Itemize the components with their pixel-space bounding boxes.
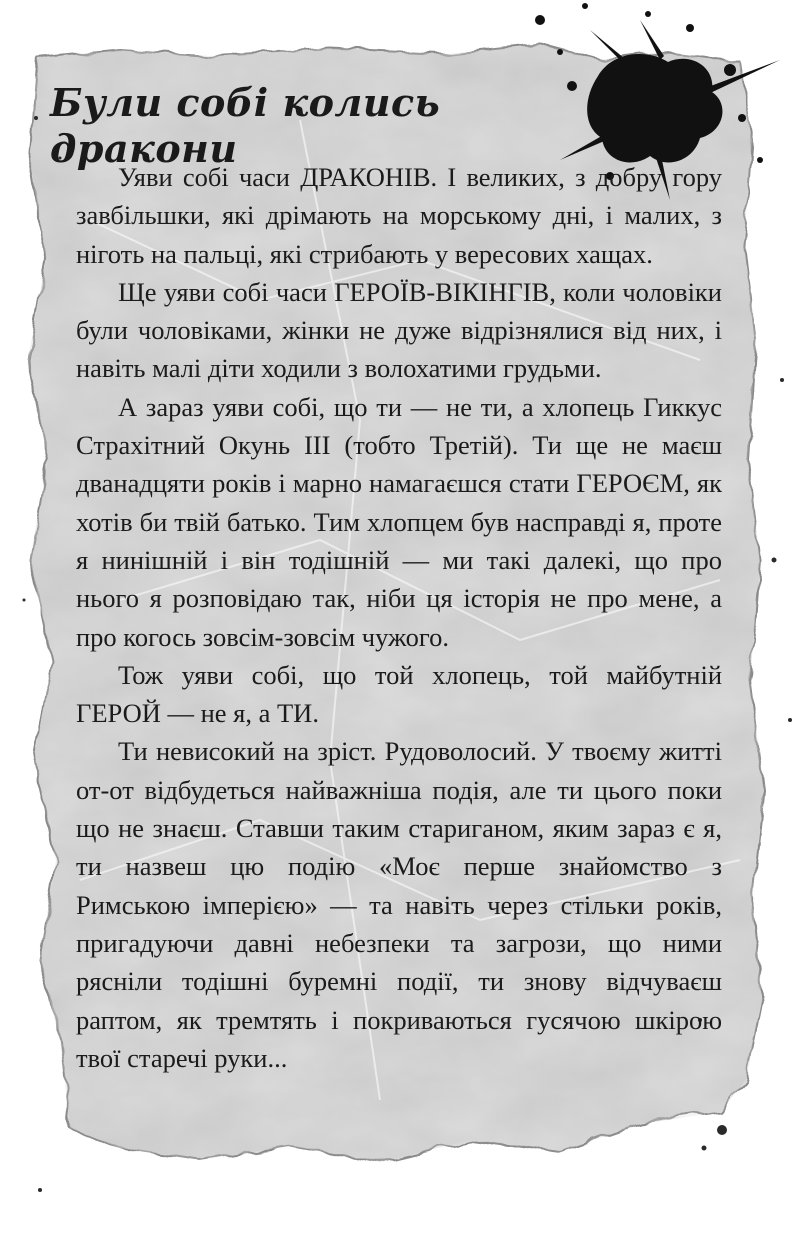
paragraph: Тож уяви собі, що той хлопець, той майбутній ГЕРОЙ — не я, а ТИ.: [76, 659, 722, 729]
chapter-title: Були собі колись дракони: [50, 80, 441, 171]
paragraph: А зараз уяви собі, що ти — не ти, а хлопець Гиккус Страхітний Окунь ІІІ (тобто Третій). Ти ще не маєш дванадцяти років і марно намагаєшся стати ГЕРОЄМ, як хотів би твій батько. Тим хлопцем був насправді я, проте я нинішній і він тодішній — ми такі далекі, що про нього я розповідаю так, ніби ця історія не про мене, а про когось зовсім-зовсім чужого.: [76, 391, 722, 652]
story-text: [76, 158, 722, 1077]
paragraph: Ще уяви собі часи ГЕРОЇВ-ВІКІНГІВ, коли чоловіки були чоловіками, жінки не дуже відрізнялися від них, і навіть малі діти ходили з волохатими грудьми.: [76, 276, 722, 384]
paragraph: Ти невисокий на зріст. Рудоволосий. У твоєму житті от-от відбудеться найважніша подія, але ти цього поки що не знаєш. Ставши таким стариганом, яким зараз є я, ти назвеш цю подію «Моє перше знайомство з Римською імперією» — та навіть через стільки років, пригадуючи давні небезпеки та загрози, що ними рясніли тодішні буремні події, ти знову відчуваєш раптом, як тремтять і покриваються гусячою шкірою твої старечі руки...: [76, 736, 722, 1073]
paragraph: Уяви собі часи ДРАКОНІВ. І великих, з добру гору завбільшки, які дрімають на морському дні, і малих, з ніготь на пальці, які стрибають у вересових хащах.: [76, 162, 722, 269]
